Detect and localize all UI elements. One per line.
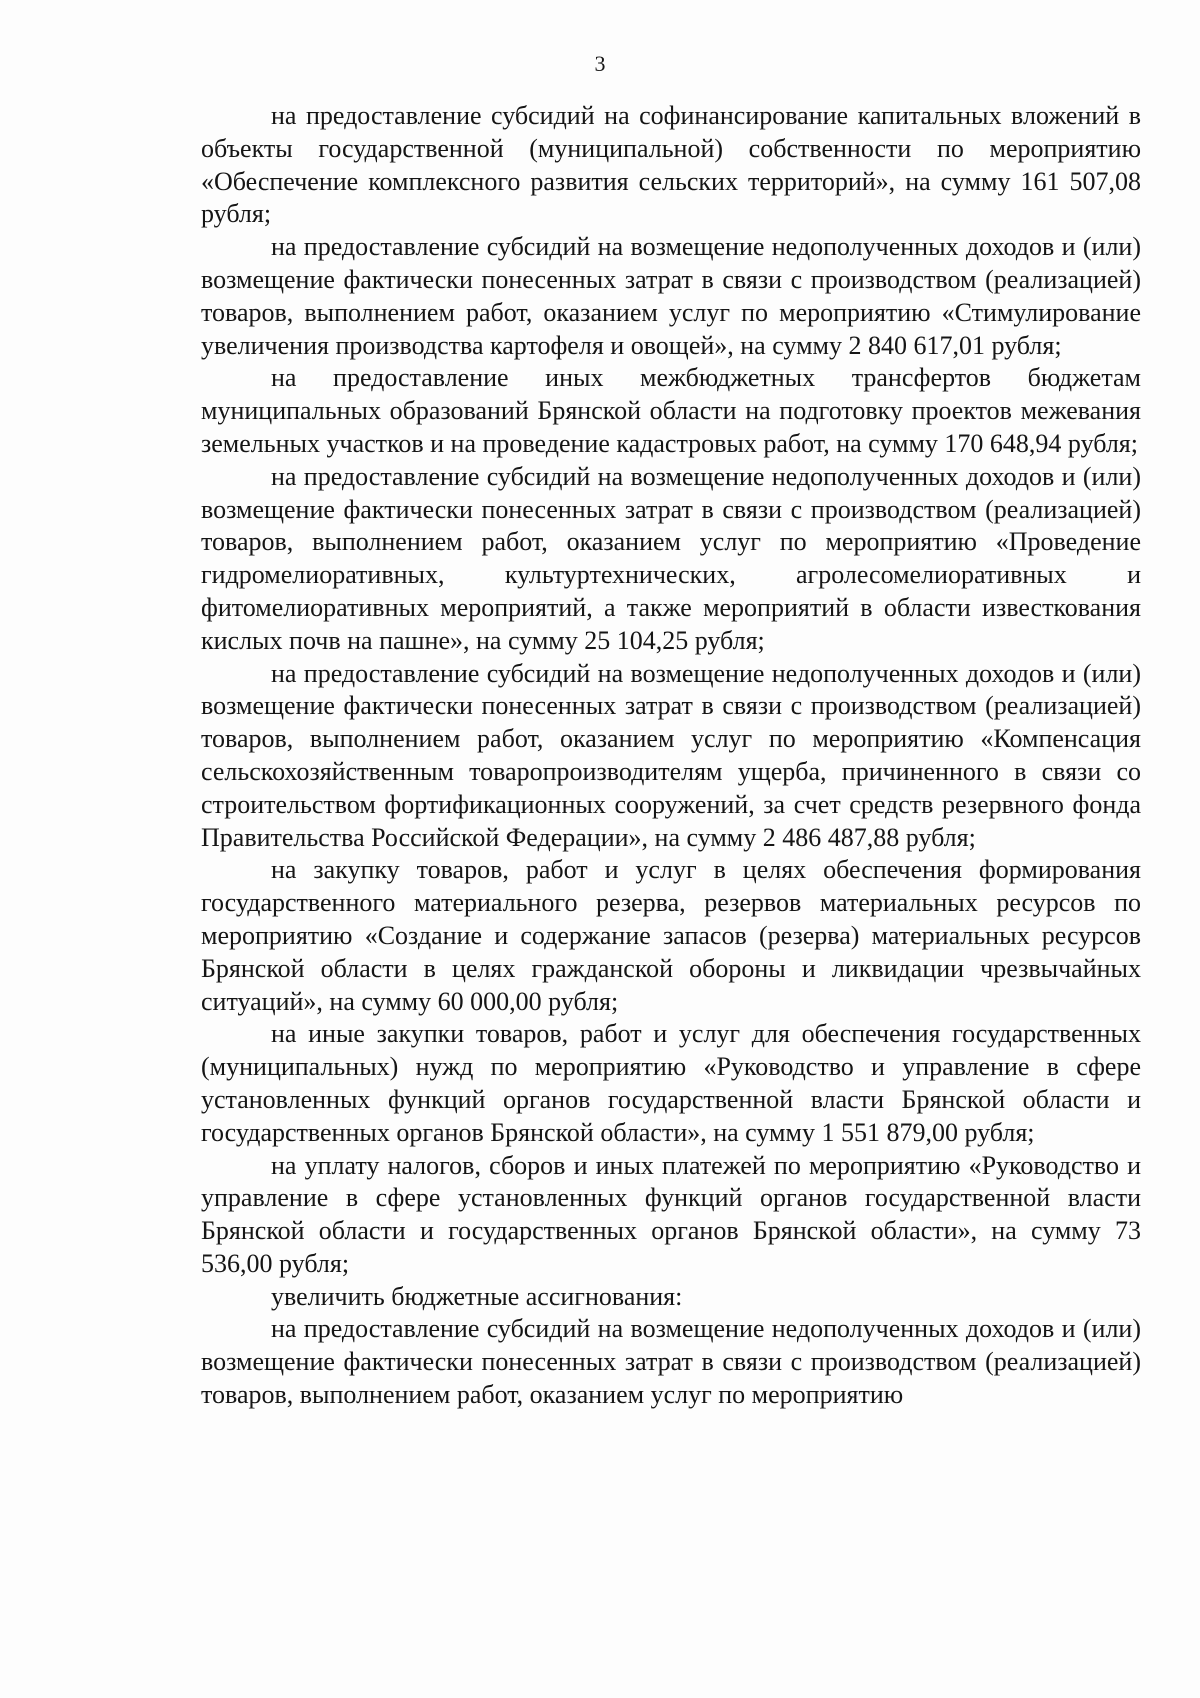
paragraph: на предоставление иных межбюджетных трансфертов бюджетам муниципальных образований Брянской области на подготовку проектов межевания земельных участков и на проведение кадастровых работ, на сумму 170 648,94 рубля; [201, 363, 1141, 458]
document-body [201, 100, 1141, 1412]
paragraph: на предоставление субсидий на возмещение недополученных доходов и (или) возмещение фактически понесенных затрат в связи с производством (реализацией) товаров, выполнением работ, оказанием услуг по мероприятию «Стимулирование увеличения производства картофеля и овощей», на сумму 2 840 617,01 рубля; [201, 232, 1141, 360]
paragraph: на иные закупки товаров, работ и услуг для обеспечения государственных (муниципальных) нужд по мероприятию «Руководство и управление в сфере установленных функций органов государственной власти Брянской области и государственных органов Брянской области», на сумму 1 551 879,00 рубля; [201, 1019, 1141, 1147]
paragraph: на предоставление субсидий на возмещение недополученных доходов и (или) возмещение фактически понесенных затрат в связи с производством (реализацией) товаров, выполнением работ, оказанием услуг по мероприятию [201, 1314, 1141, 1410]
paragraph: на закупку товаров, работ и услуг в целях обеспечения формирования государственного материального резерва, резервов материальных ресурсов по мероприятию «Создание и содержание запасов (резерва) материальных ресурсов Брянской области в целях гражданской обороны и ликвидации чрезвычайных ситуаций», на сумму 60 000,00 рубля; [201, 855, 1141, 1016]
paragraph: увеличить бюджетные ассигнования: [271, 1281, 683, 1311]
paragraph: на предоставление субсидий на возмещение недополученных доходов и (или) возмещение фактически понесенных затрат в связи с производством (реализацией) товаров, выполнением работ, оказанием услуг по мероприятию «Компенсация сельскохозяйственным товаропроизводителям ущерба, причиненного в связи со строительством фортификационных сооружений, за счет средств резервного фонда Правительства Российской Федерации», на сумму 2 486 487,88 рубля; [201, 658, 1141, 852]
paragraph: на предоставление субсидий на возмещение недополученных доходов и (или) возмещение фактически понесенных затрат в связи с производством (реализацией) товаров, выполнением работ, оказанием услуг по мероприятию «Проведение гидромелиоративных, культуртехнических, агролесомелиоративных и фитомелиоративных мероприятий, а также мероприятий в области известкования кислых почв на пашне», на сумму 25 104,25 рубля; [201, 461, 1141, 655]
paragraph: на уплату налогов, сборов и иных платежей по мероприятию «Руководство и управление в сфере установленных функций органов государственной власти Брянской области и государственных органов Брянской области», на сумму 73 536,00 рубля; [201, 1150, 1141, 1278]
page-number: 3 [594, 51, 606, 76]
paragraph: на предоставление субсидий на софинансирование капитальных вложений в объекты государственной (муниципальной) собственности по мероприятию «Обеспечение комплексного развития сельских территорий», на сумму 161 507,08 рубля; [201, 101, 1141, 229]
